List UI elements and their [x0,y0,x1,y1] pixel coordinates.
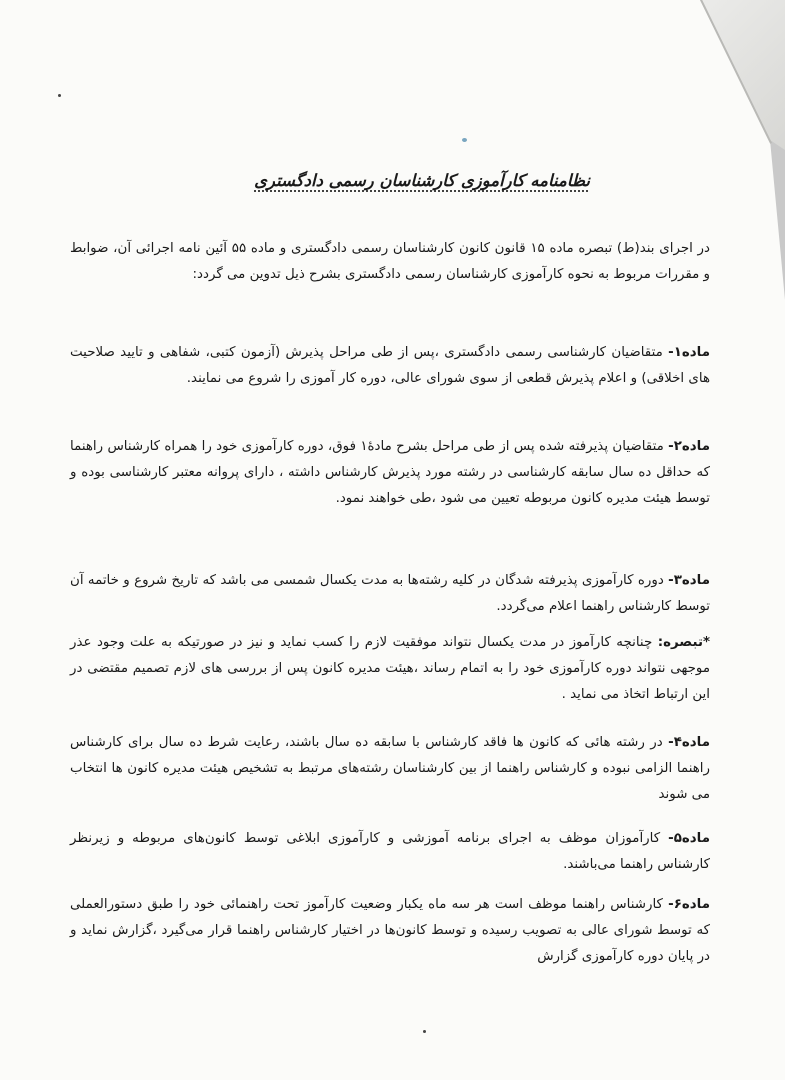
article-text: کارشناس راهنما موظف است هر سه ماه یکبار وضعیت کارآموز تحت راهنمائی خود را طبق دستورالعملی که توسط شورای عالی به تصویب رسیده و توسط کانون‌ها در اختیار کارشناس راهنما قرار می‌گیرد ،گزارش نماید و در پایان دوره کارآموزی گزارش [70,897,710,964]
article-label: ماده۱- [668,345,710,360]
article-label: ماده۴- [668,735,710,750]
note-label: *تبصره: [657,635,710,650]
article-label: ماده۵- [668,831,710,846]
article-2 [70,434,710,512]
article-label: ماده۳- [668,573,710,588]
article-6 [70,892,710,970]
article-3 [70,568,710,620]
article-text: متقاضیان پذیرفته شده پس از طی مراحل بشرح مادهٔ۱ فوق، دوره کارآموزی خود را همراه کارشناس راهنما که حداقل ده سال سابقه کارشناسی در رشته مورد پذیرش کارشناس داشته ، دارای پروانه معتبر کارشناسی بوده و توسط هیئت مدیره کانون مربوطه تعیین می شود ،طی خواهند نمود. [70,439,710,506]
article-text: کارآموزان موظف به اجرای برنامه آموزشی و کارآموزی ابلاغی توسط کانون‌های مربوطه و زیرنظر کارشناس راهنما می‌باشند. [70,831,710,872]
article-label: ماده۶- [668,897,710,912]
article-label: ماده۲- [668,439,710,454]
article-text: در رشته هائی که کانون ها فاقد کارشناس با سابقه ده سال باشند، رعایت شرط ده سال برای کارشناس راهنما الزامی نبوده و کارشناس راهنما از بین کارشناسان رشته‌های مرتبط به تشخیص هیئت مدیره کانون ها انتخاب می شوند [70,735,710,802]
article-1 [70,340,710,392]
article-text: متقاضیان کارشناسی رسمی دادگستری ،پس از طی مراحل پذیرش (آزمون کتبی، شفاهی و تایید صلاحیت های اخلاقی) و اعلام پذیرش قطعی از سوی شورای عالی، دوره کار آموزی را شروع می نمایند. [70,345,710,386]
note-paragraph [70,630,710,708]
article-4 [70,730,710,808]
document-title: نظامنامه کارآموزی کارشناسان رسمی دادگستری [254,171,590,190]
note-text: چنانچه کارآموز در مدت یکسال نتواند موفقیت لازم را کسب نماید و نیز در صورتیکه به علت وجود عذر موجهی نتواند دوره کارآموزی خود را به اتمام رساند ،هیئت مدیره کانون پس از بررسی های لازم تصمیم مقتضی در این ارتباط اتخاذ می نماید . [70,635,710,702]
intro-paragraph: در اجرای بند(ط) تبصره ماده ۱۵ قانون کانون کارشناسان رسمی دادگستری و ماده ۵۵ آئین نامه اجرائی آن، ضوابط و مقررات مربوط به نحوه کارآموزی کارشناسان رسمی دادگستری بشرح ذیل تدوین می گردد: [70,241,710,282]
article-5 [70,826,710,878]
ink-dot [58,94,61,97]
article-text: دوره کارآموزی پذیرفته شدگان در کلیه رشته‌ها به مدت یکسال شمسی می باشد که تاریخ شروع و خاتمه آن توسط کارشناس راهنما اعلام می‌گردد. [70,573,710,614]
document-body [70,0,710,1080]
